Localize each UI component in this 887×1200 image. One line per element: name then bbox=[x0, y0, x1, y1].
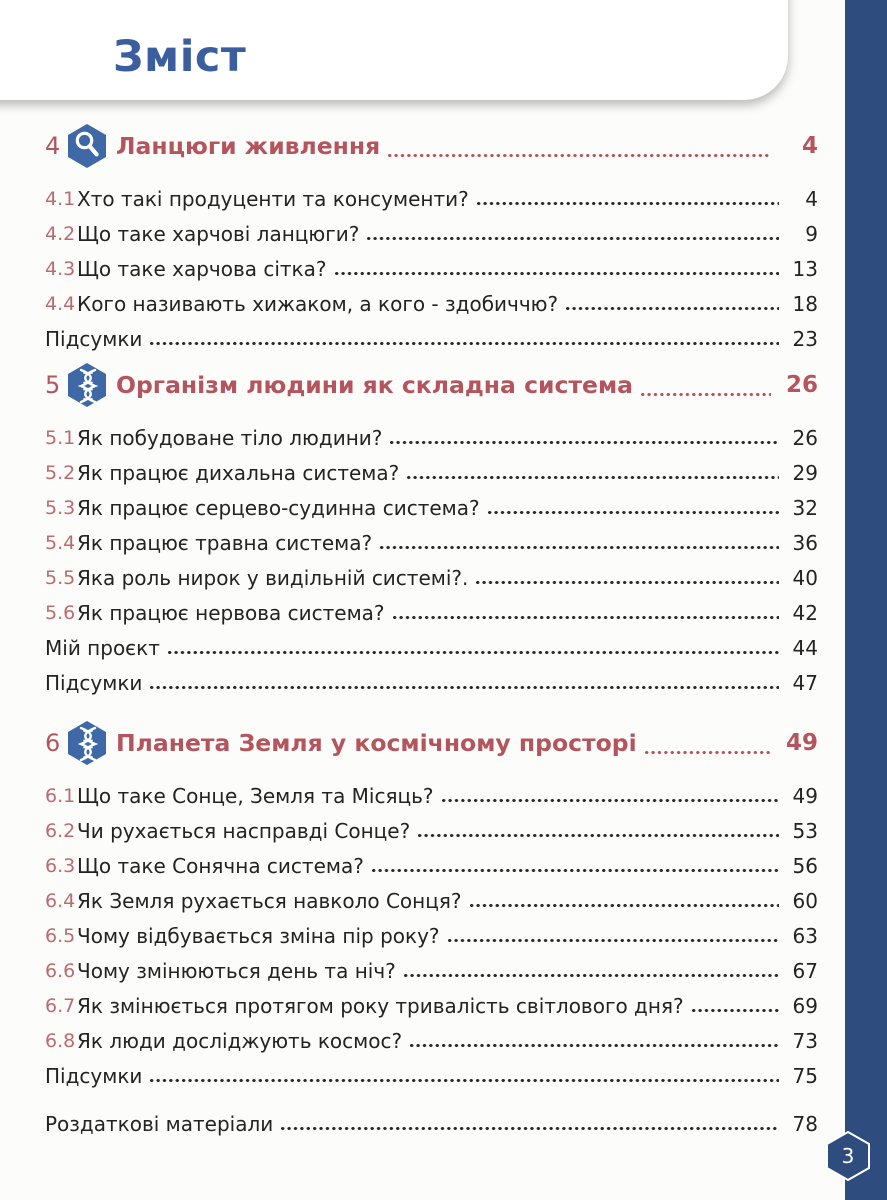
toc-item bbox=[45, 590, 818, 625]
toc-section-header bbox=[45, 719, 818, 767]
toc-item-page: 26 bbox=[792, 426, 818, 450]
dot-leader bbox=[372, 869, 779, 872]
toc-item bbox=[45, 808, 818, 843]
toc-item-title: Як побудоване тіло людини? bbox=[77, 426, 383, 450]
toc-item-page: 56 bbox=[792, 854, 818, 878]
toc-item bbox=[45, 1053, 818, 1088]
toc-item-number: 4.4 bbox=[45, 293, 76, 316]
toc-item bbox=[45, 211, 818, 246]
toc-item-title: Як Земля рухається навколо Сонця? bbox=[77, 889, 462, 913]
toc-item-number: 5.6 bbox=[45, 602, 76, 625]
toc-item-page: 49 bbox=[792, 784, 818, 808]
magnifier-icon bbox=[67, 123, 107, 169]
toc-item-number: 6.6 bbox=[45, 960, 76, 983]
toc-item-page: 32 bbox=[792, 496, 818, 520]
dot-leader bbox=[442, 799, 779, 802]
dot-leader bbox=[477, 202, 779, 205]
toc-item-title: Чому відбувається зміна пір року? bbox=[77, 924, 440, 948]
toc-item-number: 5.2 bbox=[45, 462, 76, 485]
dot-leader bbox=[388, 154, 771, 157]
toc-item bbox=[45, 316, 818, 351]
toc-item-title: Підсумки bbox=[45, 671, 143, 695]
toc-item-number: 4.1 bbox=[45, 188, 76, 211]
toc-item-page: 69 bbox=[792, 994, 818, 1018]
dot-leader bbox=[641, 393, 771, 396]
section-title: Ланцюги живлення bbox=[116, 132, 381, 160]
right-edge-band bbox=[845, 0, 887, 1200]
dot-leader bbox=[470, 904, 780, 907]
section-title: Планета Земля у космічному просторі bbox=[116, 729, 637, 757]
toc-item-page: 9 bbox=[805, 222, 818, 246]
section-page-number: 4 bbox=[801, 133, 818, 159]
table-of-contents bbox=[45, 100, 818, 1136]
toc-section-header bbox=[45, 361, 818, 409]
page-number: 3 bbox=[841, 1144, 855, 1168]
toc-item-number: 6.8 bbox=[45, 1030, 76, 1053]
toc-item-title: Що таке харчові ланцюги? bbox=[77, 222, 360, 246]
toc-item-number: 6.3 bbox=[45, 855, 76, 878]
toc-item-number: 5.4 bbox=[45, 532, 76, 555]
toc-item-page: 63 bbox=[792, 924, 818, 948]
toc-item-title: Мій проєкт bbox=[45, 636, 160, 660]
toc-item-page: 44 bbox=[792, 636, 818, 660]
dot-leader bbox=[380, 546, 779, 549]
toc-item-title: Чому змінюються день та ніч? bbox=[77, 959, 396, 983]
toc-item-number: 4.2 bbox=[45, 223, 76, 246]
toc-item-number: 6.5 bbox=[45, 925, 76, 948]
toc-item bbox=[45, 1101, 818, 1136]
toc-item bbox=[45, 246, 818, 281]
toc-item bbox=[45, 983, 818, 1018]
toc-item-title: Підсумки bbox=[45, 327, 143, 351]
toc-item bbox=[45, 843, 818, 878]
toc-item bbox=[45, 450, 818, 485]
toc-item bbox=[45, 281, 818, 316]
toc-item-page: 40 bbox=[792, 566, 818, 590]
toc-item-page: 23 bbox=[792, 327, 818, 351]
toc-item-title: Роздаткові матеріали bbox=[45, 1112, 274, 1136]
toc-item-page: 13 bbox=[792, 257, 818, 281]
toc-item bbox=[45, 555, 818, 590]
toc-item-title: Хто такі продуценти та консументи? bbox=[77, 187, 469, 211]
dot-leader bbox=[476, 581, 779, 584]
section-number: 4 bbox=[45, 132, 61, 160]
toc-item-page: 36 bbox=[792, 531, 818, 555]
dot-leader bbox=[488, 511, 779, 514]
toc-section bbox=[45, 122, 818, 351]
toc-item-title: Як люди досліджують космос? bbox=[77, 1029, 403, 1053]
toc-item-title: Підсумки bbox=[45, 1064, 143, 1088]
toc-item-number: 5.1 bbox=[45, 427, 76, 450]
toc-item-page: 18 bbox=[792, 292, 818, 316]
toc-section bbox=[45, 361, 818, 695]
toc-item-page: 67 bbox=[792, 959, 818, 983]
dot-leader bbox=[335, 272, 779, 275]
dot-leader bbox=[367, 237, 779, 240]
section-page-number: 49 bbox=[785, 730, 818, 756]
toc-item bbox=[45, 1018, 818, 1053]
toc-item-number: 5.5 bbox=[45, 567, 76, 590]
toc-section bbox=[45, 719, 818, 1088]
toc-item bbox=[45, 415, 818, 450]
toc-item-title: Кого називають хижаком, а кого - здобиччю? bbox=[77, 292, 559, 316]
toc-item-title: Чи рухається насправді Сонце? bbox=[77, 819, 411, 843]
toc-item-page: 78 bbox=[792, 1112, 818, 1136]
header-card bbox=[0, 0, 788, 100]
toc-item-page: 47 bbox=[792, 671, 818, 695]
dot-leader bbox=[168, 651, 779, 654]
dna-icon bbox=[67, 720, 107, 766]
dot-leader bbox=[410, 1044, 779, 1047]
toc-item-page: 29 bbox=[792, 461, 818, 485]
toc-item-page: 73 bbox=[792, 1029, 818, 1053]
dot-leader bbox=[390, 441, 779, 444]
dot-leader bbox=[418, 834, 779, 837]
toc-item-page: 60 bbox=[792, 889, 818, 913]
toc-item-title: Як працює серцево-судинна система? bbox=[77, 496, 480, 520]
page-number-badge bbox=[824, 1130, 872, 1182]
toc-item-title: Що таке Сонце, Земля та Місяць? bbox=[77, 784, 434, 808]
toc-item bbox=[45, 625, 818, 660]
dot-leader bbox=[393, 616, 779, 619]
toc-item bbox=[45, 878, 818, 913]
toc-item-title: Як працює дихальна система? bbox=[77, 461, 400, 485]
dot-leader bbox=[404, 974, 779, 977]
toc-item-number: 6.1 bbox=[45, 785, 76, 808]
toc-item-number: 4.3 bbox=[45, 258, 76, 281]
section-number: 5 bbox=[45, 371, 61, 399]
dot-leader bbox=[566, 307, 779, 310]
dna-icon bbox=[67, 362, 107, 408]
toc-item bbox=[45, 485, 818, 520]
section-page-number: 26 bbox=[785, 372, 818, 398]
toc-item bbox=[45, 948, 818, 983]
toc-item-number: 6.2 bbox=[45, 820, 76, 843]
toc-item bbox=[45, 773, 818, 808]
toc-item-title: Як змінюється протягом року тривалість світлового дня? bbox=[77, 994, 684, 1018]
toc-item bbox=[45, 176, 818, 211]
dot-leader bbox=[150, 342, 779, 345]
toc-item-page: 75 bbox=[792, 1064, 818, 1088]
toc-item-page: 42 bbox=[792, 601, 818, 625]
toc-item-page: 53 bbox=[792, 819, 818, 843]
toc-item-title: Яка роль нирок у видільній системі?. bbox=[77, 566, 469, 590]
dot-leader bbox=[150, 1079, 779, 1082]
dot-leader bbox=[281, 1127, 779, 1130]
toc-item-title: Що таке харчова сітка? bbox=[77, 257, 327, 281]
section-title: Організм людини як складна система bbox=[116, 371, 634, 399]
toc-item-title: Що таке Сонячна система? bbox=[77, 854, 364, 878]
toc-item bbox=[45, 660, 818, 695]
dot-leader bbox=[448, 939, 779, 942]
toc-item-title: Як працює нервова система? bbox=[77, 601, 385, 625]
toc-item-number: 5.3 bbox=[45, 497, 76, 520]
section-number: 6 bbox=[45, 729, 61, 757]
toc-item-title: Як працює травна система? bbox=[77, 531, 373, 555]
toc-section-header bbox=[45, 122, 818, 170]
toc-item bbox=[45, 520, 818, 555]
toc-item-number: 6.7 bbox=[45, 995, 76, 1018]
page-title: Зміст bbox=[113, 32, 247, 82]
toc-item-number: 6.4 bbox=[45, 890, 76, 913]
dot-leader bbox=[407, 476, 779, 479]
toc-item bbox=[45, 913, 818, 948]
dot-leader bbox=[645, 751, 771, 754]
dot-leader bbox=[150, 686, 779, 689]
toc-item-page: 4 bbox=[805, 187, 818, 211]
dot-leader bbox=[692, 1009, 779, 1012]
